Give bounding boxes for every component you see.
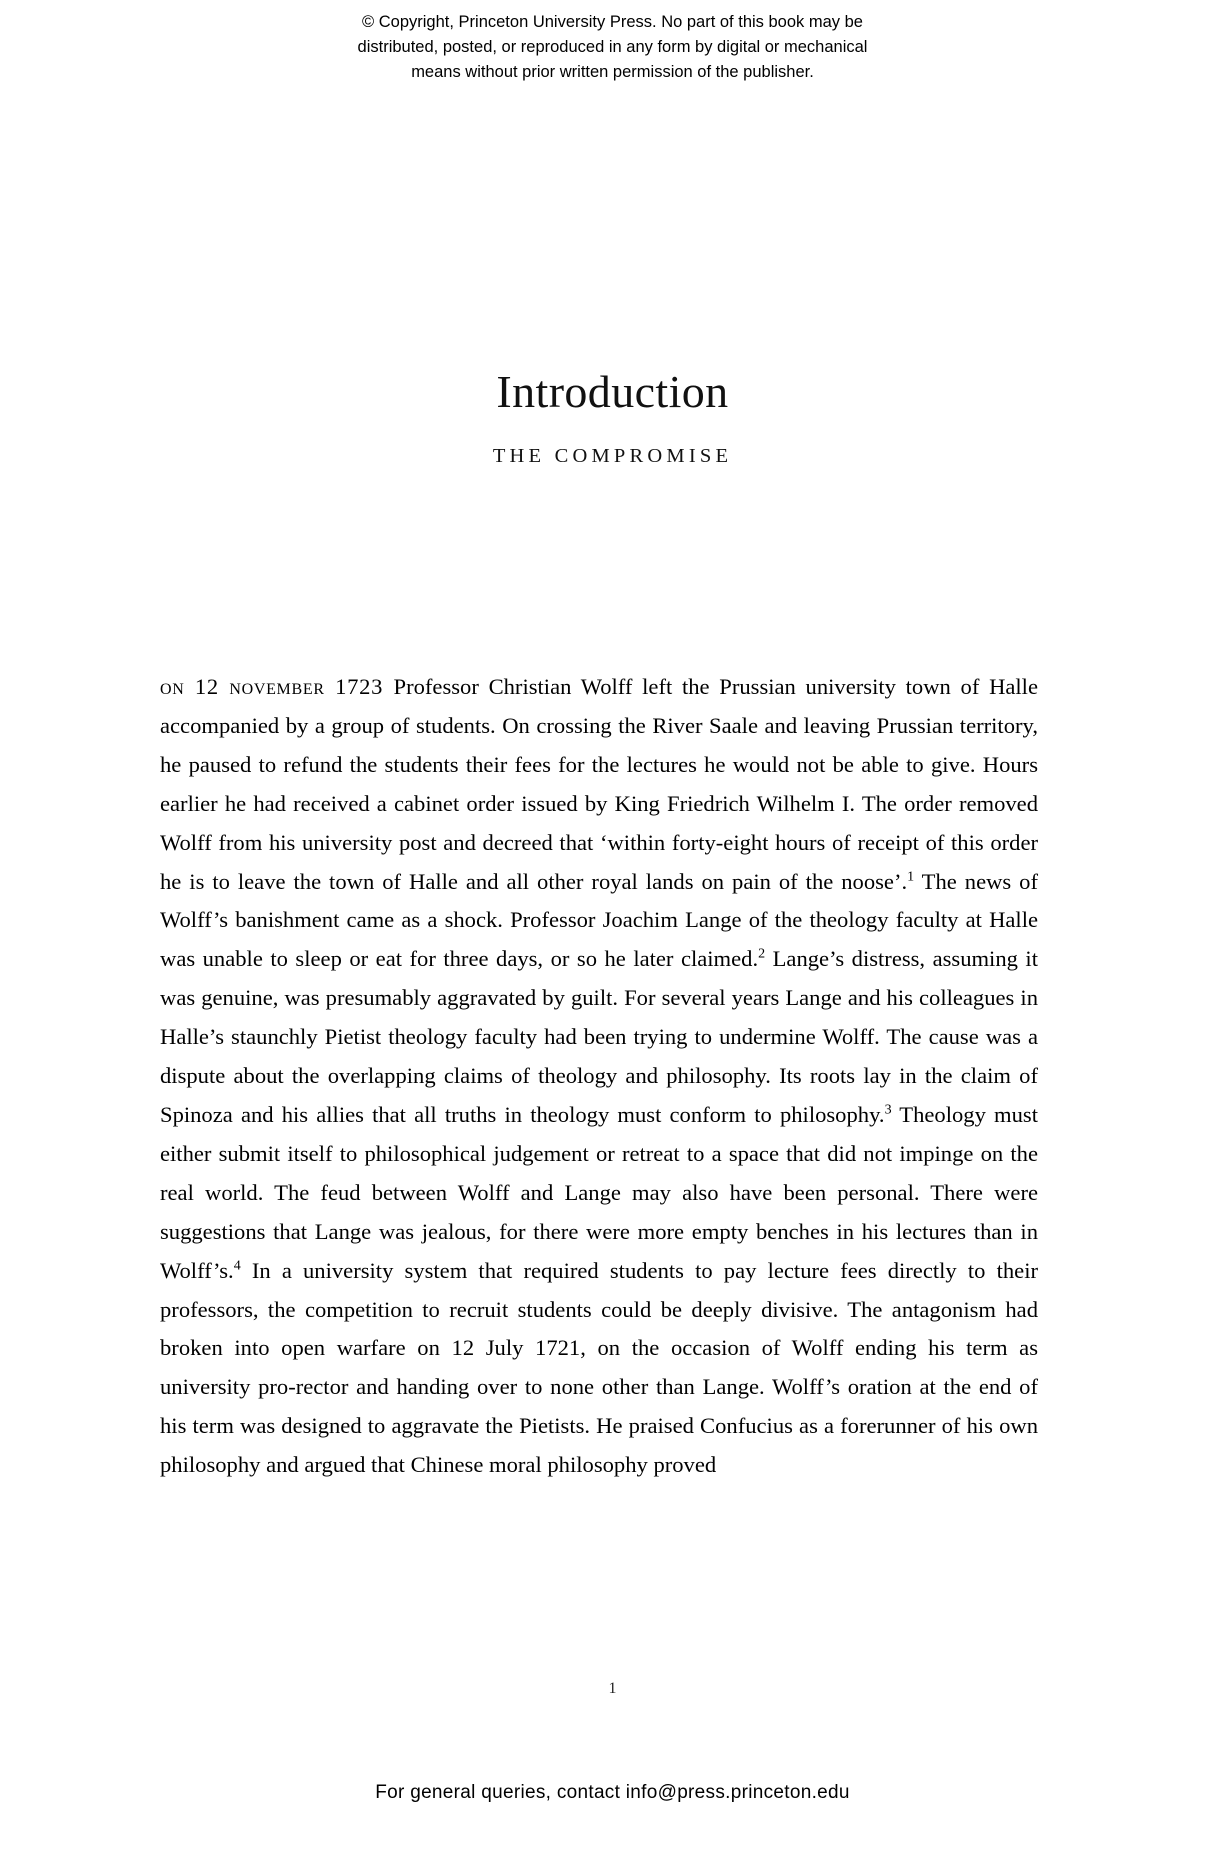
copyright-line-1: © Copyright, Princeton University Press. No part of this book may be xyxy=(362,13,863,31)
body-segment-1: Professor Christian Wolff left the Prussian university town of Halle accompanied by a group of students. On crossing the River Saale and leaving Prussian territory, he paused to refund the students their fees for the lectures he would not be able to give. Hours earlier he had received a cabinet order issued by King Friedrich Wilhelm I. The order removed Wolff from his university post and decreed that ‘within forty-eight hours of receipt of this order he is to leave the town of Halle and all other royal lands on pain of the noose’. xyxy=(160,674,1038,894)
footer-queries: For general queries, contact info@press.princeton.edu xyxy=(375,1782,850,1803)
body-segment-3: Lange’s distress, assuming it was genuine, was presumably aggravated by guilt. For several years Lange and his colleagues in Halle’s staunchly Pietist theology faculty had been trying to undermine Wolff. The cause was a dispute about the overlapping claims of theology and philosophy. Its roots lay in the claim of Spinoza and his allies that all truths in theology must conform to philosophy. xyxy=(160,946,1038,1127)
body-segment-2: The news of Wolff’s banishment came as a shock. Professor Joachim Lange of the theology faculty at Halle was unable to sleep or eat for three days, or so he later claimed. xyxy=(160,868,1038,972)
body-segment-4: Theology must either submit itself to philosophical judgement or retreat to a space that did not impinge on the real world. The feud between Wolff and Lange may also have been personal. There were suggestions that Lange was jealous, for there were more empty benches in his lectures than in Wolff’s. xyxy=(160,1101,1038,1283)
copyright-notice xyxy=(0,10,1225,85)
footnote-ref-1: 1 xyxy=(907,869,915,884)
copyright-line-2: distributed, posted, or reproduced in any form by digital or mechanical xyxy=(357,38,868,57)
opening-smallcaps: on 12 november 1723 xyxy=(160,674,394,699)
chapter-subtitle: THE COMPROMISE xyxy=(492,445,733,467)
body-segment-5: In a university system that required students to pay lecture fees directly to their professors, the competition to recruit students could be deeply divisive. The antagonism had broken into open warfare on 12 July 1721, on the occasion of Wolff ending his term as university pro-rector and handing over to none other than Lange. Wolff’s oration at the end of his term was designed to aggravate the Pietists. He praised Confucius as a forerunner of his own philosophy and argued that Chinese moral philosophy proved xyxy=(160,1257,1038,1478)
body-paragraph xyxy=(160,668,1038,1485)
page-number: 1 xyxy=(608,1680,617,1697)
footnote-ref-2: 2 xyxy=(758,946,766,962)
copyright-line-3: means without prior written permission of the publisher. xyxy=(411,63,814,82)
footnote-ref-3: 3 xyxy=(884,1102,892,1118)
footnote-ref-4: 4 xyxy=(233,1258,241,1274)
chapter-title: Introduction xyxy=(496,365,729,417)
